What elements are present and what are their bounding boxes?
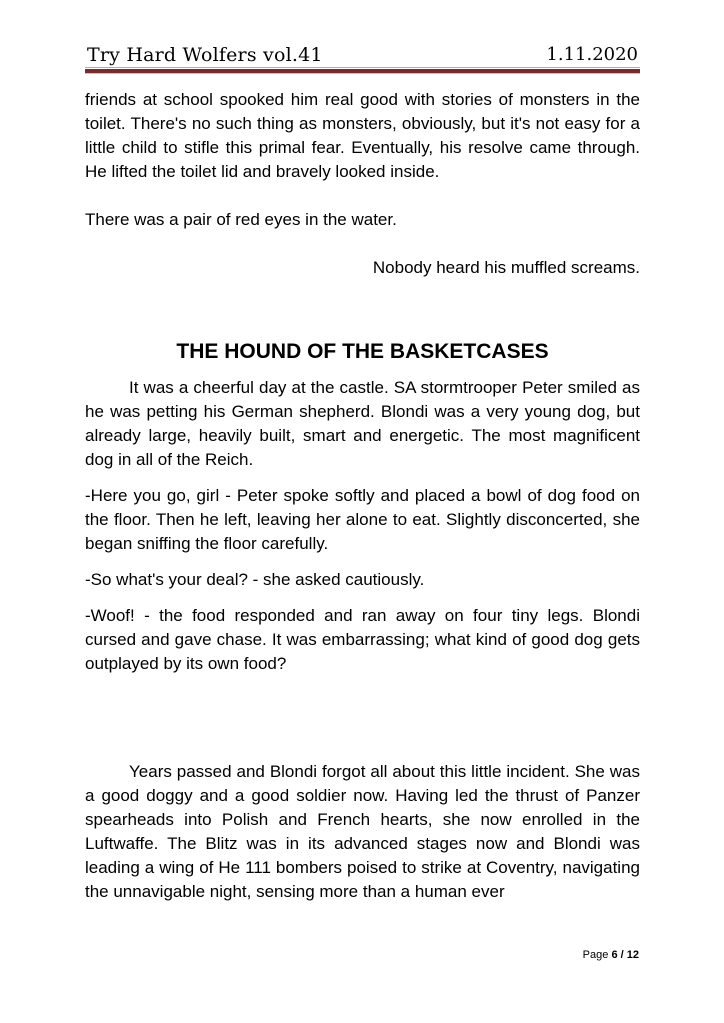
page-number [583, 949, 639, 961]
publication-title: Try Hard Wolfers vol.41 [87, 44, 323, 66]
total-pages: 12 [626, 949, 639, 961]
header-divider [85, 67, 640, 74]
red-eyes-line: There was a pair of red eyes in the water. [85, 210, 397, 229]
story-paragraph: -So what's your deal? - she asked cautiously. [85, 570, 425, 589]
story-paragraph: -Woof! - the food responded and ran away on four tiny legs. Blondi cursed and gave chase. It was embarrassing; what kind of good dog gets outplayed by its own food? [85, 606, 640, 673]
story-paragraph: It was a cheerful day at the castle. SA stormtrooper Peter smiled as he was petting his German shepherd. Blondi was a very young dog, but already large, heavily built, smart and energetic. The most magnificent dog in all of the Reich. [85, 378, 640, 469]
story-title: THE HOUND OF THE BASKETCASES [176, 340, 549, 363]
page-label: Page [582, 949, 609, 961]
publication-date: 1.11.2020 [546, 44, 638, 65]
story-paragraph: Years passed and Blondi forgot all about this little incident. She was a good doggy and a good soldier now. Having led the thrust of Panzer spearheads into Polish and French hearts, she now enrolled in the Luftwaffe. The Blitz was in its advanced stages now and Blondi was leading a wing of He 111 bombers poised to strike at Coventry, navigating the unnavigable night, sensing more than a human ever [85, 762, 640, 901]
page-separator: / [620, 949, 624, 961]
current-page: 6 [611, 949, 618, 961]
page-header [85, 40, 640, 70]
continuation-paragraph: friends at school spooked him real good with stories of monsters in the toilet. There's no such thing as monsters, obviously, but it's not easy for a little child to stifle this primal fear. Eventually, his resolve came through. He lifted the toilet lid and bravely looked inside. [85, 90, 640, 181]
page-content [85, 88, 640, 904]
ending-line: Nobody heard his muffled screams. [372, 258, 640, 277]
story-paragraph: -Here you go, girl - Peter spoke softly and placed a bowl of dog food on the floor. Then he left, leaving her alone to eat. Slightly disconcerted, she began sniffing the floor carefully. [85, 486, 640, 553]
